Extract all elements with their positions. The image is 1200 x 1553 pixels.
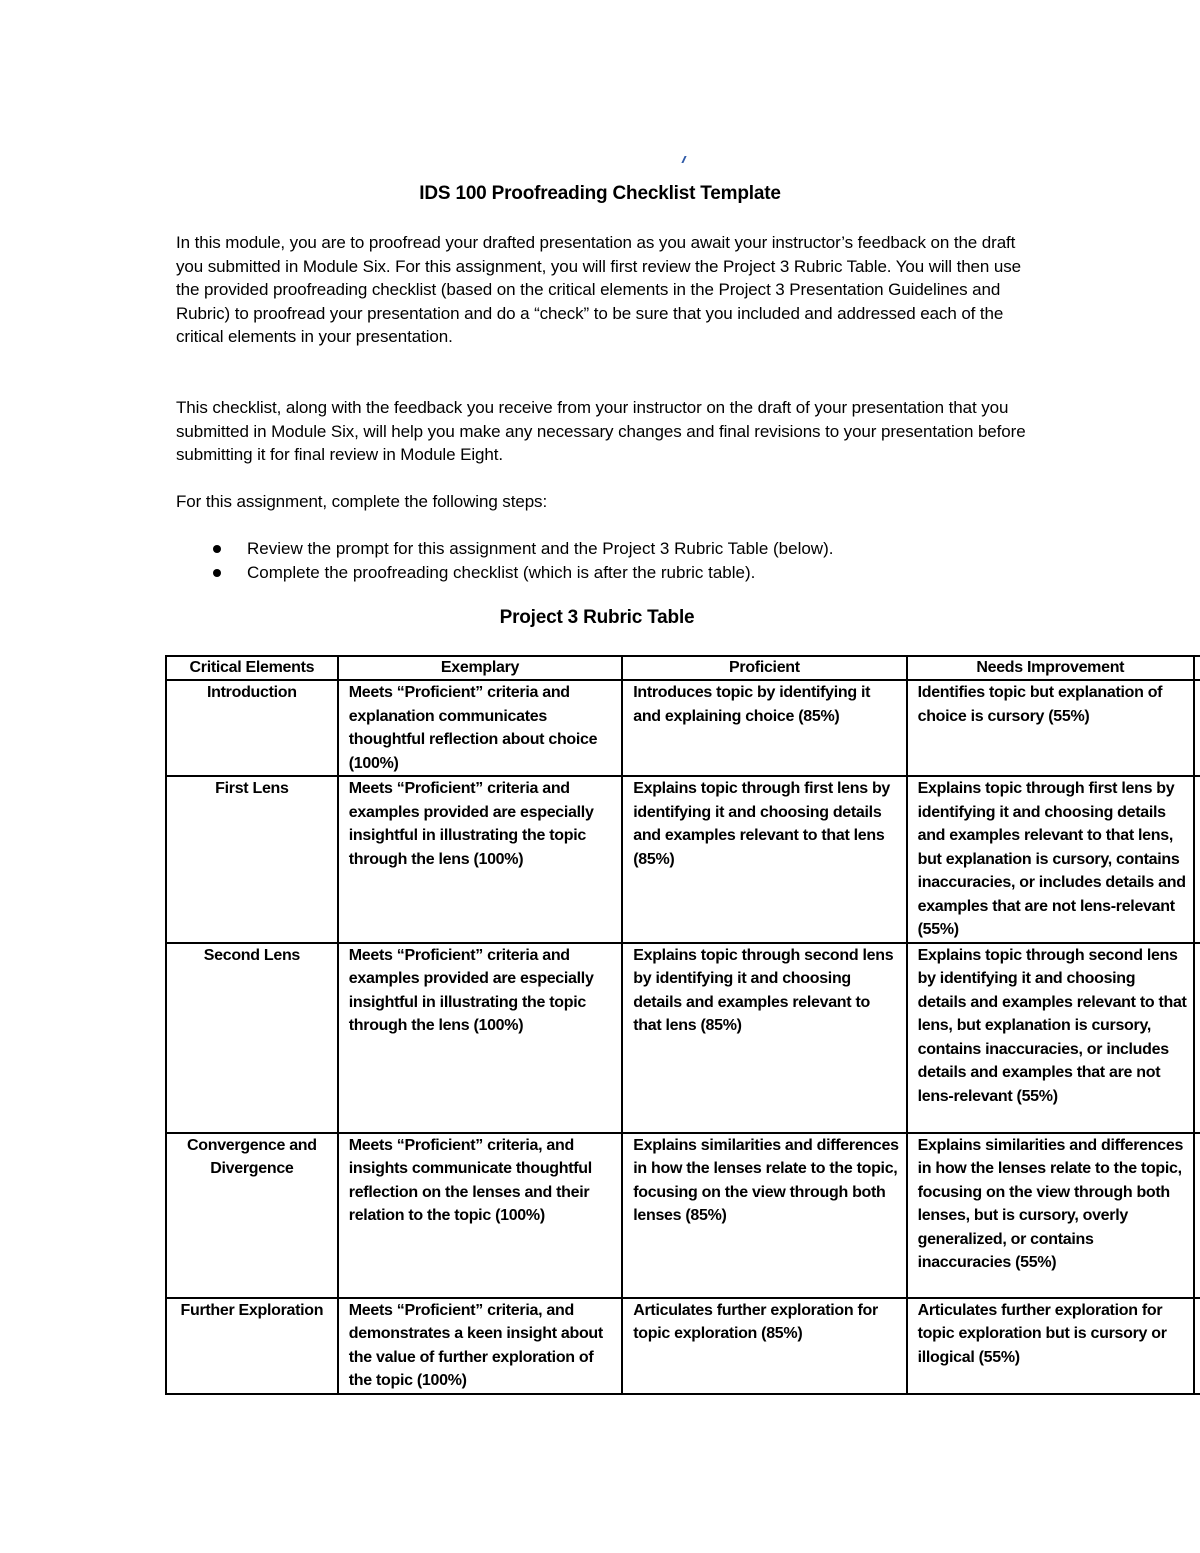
needs-improvement-cell: Explains topic through first lens by identifying it and choosing details and examples relevant to that lens, but explanation is cursory, contains inaccuracies, or includes details and examples that are not lens-relevant (55%): [907, 776, 1194, 943]
proficient-cell: Explains similarities and differences in how the lenses relate to the topic, focusing on the view through both lenses (85%): [622, 1133, 906, 1298]
needs-improvement-cell: Explains similarities and differences in how the lenses relate to the topic, focusing on the view through both lenses, but is cursory, overly generalized, or contains inaccuracies (55%): [907, 1133, 1194, 1298]
element-cell: Convergence and Divergence: [166, 1133, 338, 1298]
exemplary-cell: Meets “Proficient” criteria and examples provided are especially insightful in illustrating the topic through the lens (100%): [338, 943, 622, 1133]
cutoff-cell: [1194, 776, 1200, 943]
element-cell: Introduction: [166, 680, 338, 776]
needs-improvement-cell: Identifies topic but explanation of choice is cursory (55%): [907, 680, 1194, 776]
element-cell: First Lens: [166, 776, 338, 943]
element-cell: Second Lens: [166, 943, 338, 1133]
cutoff-cell: [1194, 943, 1200, 1133]
intro-paragraph-2: This checklist, along with the feedback you receive from your instructor on the draft of your presentation that you submitted in Module Six, will help you make any necessary changes and final revisions to your presentation before submitting it for final review in Module Eight.: [176, 398, 1026, 464]
header-cutoff-column: [1194, 656, 1200, 680]
rubric-table-title: Project 3 Rubric Table: [499, 607, 695, 628]
table-row: [166, 680, 1200, 776]
list-item: [176, 537, 1036, 561]
proficient-cell: Articulates further exploration for topic exploration (85%): [622, 1298, 906, 1394]
table-row: [166, 776, 1200, 943]
step-text: Complete the proofreading checklist (which is after the rubric table).: [247, 562, 756, 582]
proficient-cell: Introduces topic by identifying it and explaining choice (85%): [622, 680, 906, 776]
exemplary-cell: Meets “Proficient” criteria and examples provided are especially insightful in illustrating the topic through the lens (100%): [338, 776, 622, 943]
step-text: Review the prompt for this assignment and the Project 3 Rubric Table (below).: [247, 539, 834, 558]
element-cell: Further Exploration: [166, 1298, 338, 1394]
header-mark: [681, 156, 686, 163]
proficient-cell: Explains topic through second lens by identifying it and choosing details and examples relevant to that lens (85%): [622, 943, 906, 1133]
needs-improvement-cell: Articulates further exploration for topic exploration but is cursory or illogical (55%): [907, 1298, 1194, 1394]
table-row: [166, 1133, 1200, 1298]
exemplary-cell: Meets “Proficient” criteria and explanation communicates thoughtful reflection about choice (100%): [338, 680, 622, 776]
header-proficient: Proficient: [622, 656, 906, 680]
steps-list: [176, 537, 1036, 584]
needs-improvement-cell: Explains topic through second lens by identifying it and choosing details and examples relevant to that lens, but explanation is cursory, contains inaccuracies, or includes details and examples that are not lens-relevant (55%): [907, 943, 1194, 1133]
header-critical-elements: Critical Elements: [166, 656, 338, 680]
cutoff-cell: [1194, 1298, 1200, 1394]
table-header-row: [166, 656, 1200, 680]
intro-paragraph-1: In this module, you are to proofread your drafted presentation as you await your instructor’s feedback on the draft you submitted in Module Six. For this assignment, you will first review the Project 3 Rubric Table. You will then use the provided proofreading checklist (based on the critical elements in the Project 3 Presentation Guidelines and Rubric) to proofread your presentation and do a “check” to be sure that you included and addressed each of the critical elements in your presentation.: [176, 233, 1021, 346]
bullet-icon: [213, 569, 221, 577]
header-exemplary: Exemplary: [338, 656, 622, 680]
exemplary-cell: Meets “Proficient” criteria, and demonstrates a keen insight about the value of further exploration of the topic (100%): [338, 1298, 622, 1394]
rubric-table: [165, 655, 1200, 1395]
table-row: [166, 1298, 1200, 1394]
table-row: [166, 943, 1200, 1133]
cutoff-cell: [1194, 680, 1200, 776]
exemplary-cell: Meets “Proficient” criteria, and insights communicate thoughtful reflection on the lenses and their relation to the topic (100%): [338, 1133, 622, 1298]
header-needs-improvement: Needs Improvement: [907, 656, 1194, 680]
cutoff-cell: [1194, 1133, 1200, 1298]
proficient-cell: Explains topic through first lens by identifying it and choosing details and examples relevant to that lens (85%): [622, 776, 906, 943]
list-item: [176, 561, 1036, 585]
bullet-icon: [213, 545, 221, 553]
document-title: IDS 100 Proofreading Checklist Template: [419, 183, 781, 204]
intro-paragraph-3: For this assignment, complete the following steps:: [176, 492, 548, 511]
